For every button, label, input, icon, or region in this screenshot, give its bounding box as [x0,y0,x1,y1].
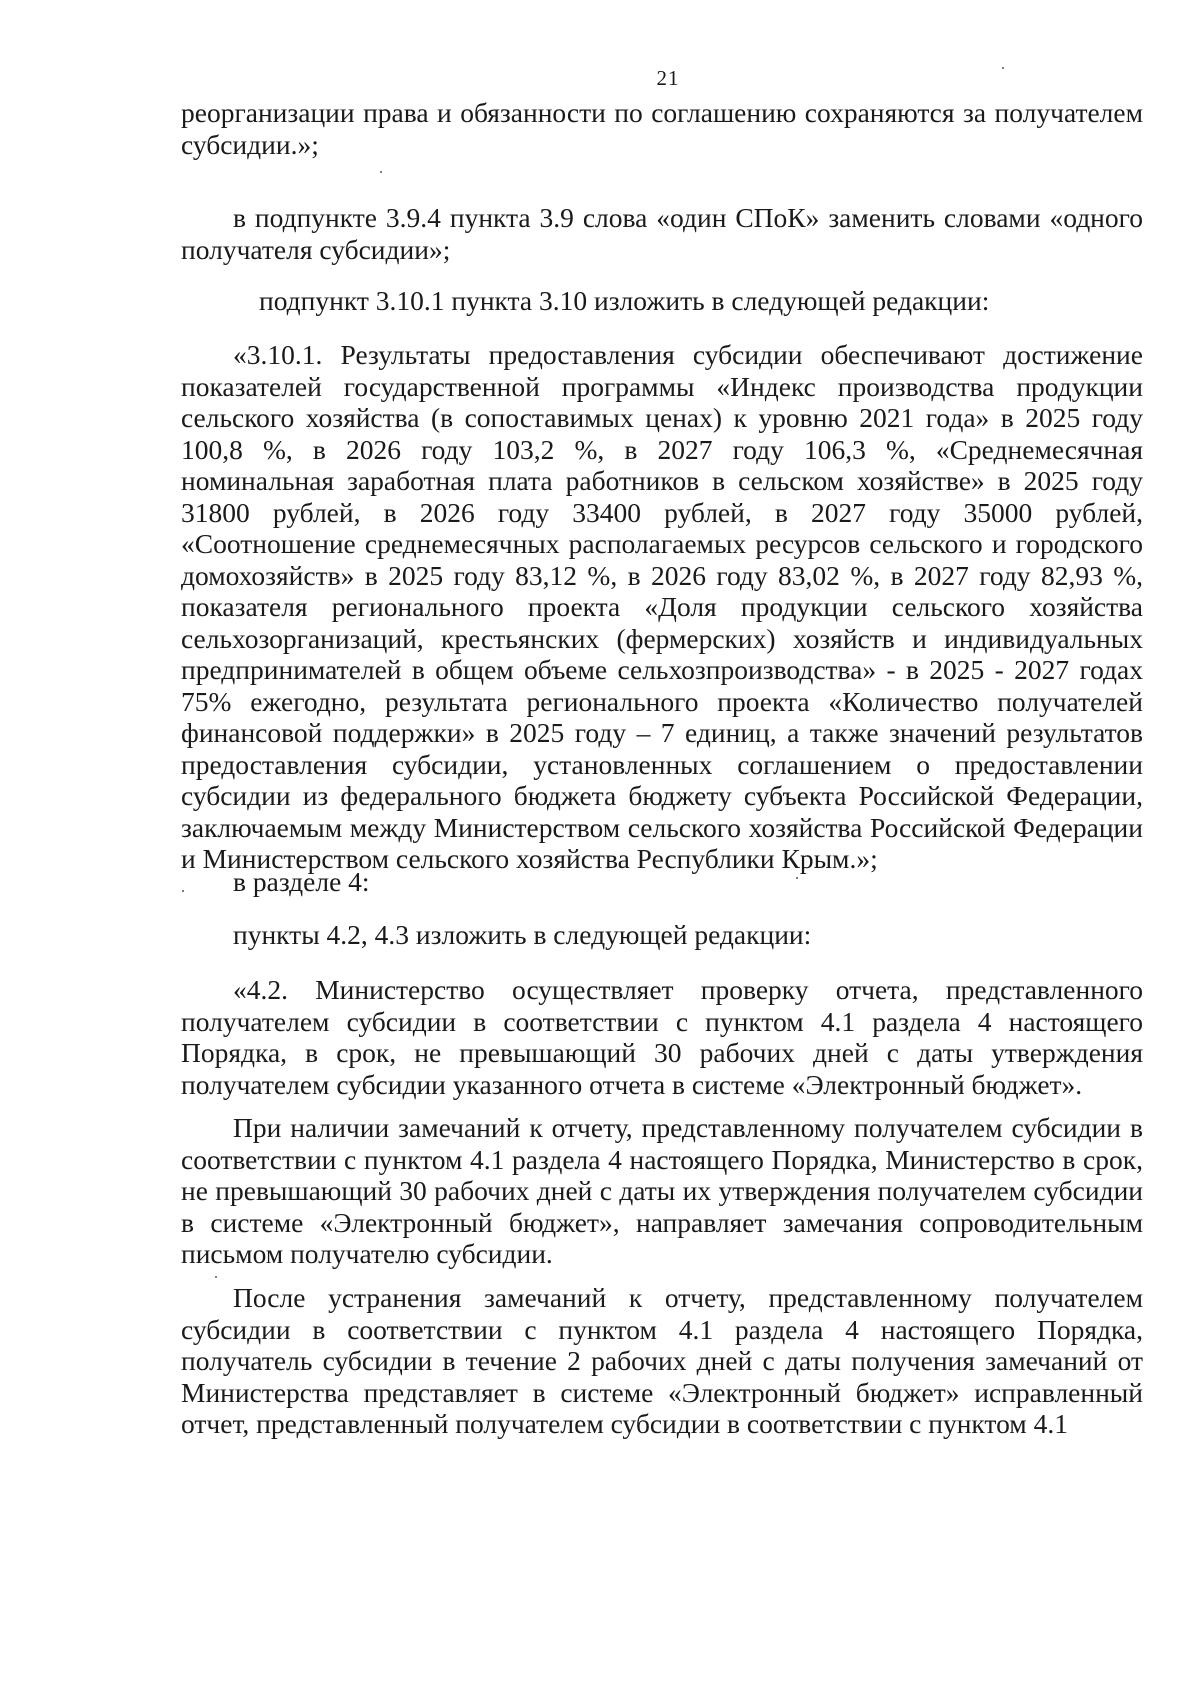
scan-speck [1002,67,1004,69]
scan-speck [215,1276,217,1278]
scan-speck [380,171,382,173]
paragraph-remarks: При наличии замечаний к отчету, представленному получателем субсидии в соответствии с пунктом 4.1 раздела 4 настоящего Порядка, Министерство в срок, не превышающий 30 рабочих дней с даты их утверждения получателем субсидии в системе «Электронный бюджет», направляет замечания сопроводительным письмом получателю субсидии. [181,1112,1143,1269]
paragraph-4-2-verification: «4.2. Министерство осуществляет проверку отчета, представленного получателем субсидии в соответствии с пунктом 4.1 раздела 4 настоящего Порядка, в срок, не превышающий 30 рабочих дней с даты утверждения получателем субсидии указанного отчета в системе «Электронный бюджет». [181,974,1143,1100]
paragraph-subitem-3-9-4: в подпункте 3.9.4 пункта 3.9 слова «один СПоК» заменить словами «одного получателя субсидии»; [181,202,1143,265]
paragraph-after-remarks: После устранения замечаний к отчету, представленному получателем субсидии в соответствии с пунктом 4.1 раздела 4 настоящего Порядка, получатель субсидии в течение 2 рабочих дней с даты получения замечаний от Министерства представляет в системе «Электронный бюджет» исправленный отчет, представленный получателем субсидии в соответствии с пунктом 4.1 [181,1282,1143,1439]
paragraph-subitem-3-10-1-intro: подпункт 3.10.1 пункта 3.10 изложить в следующей редакции: [259,285,990,316]
scan-speck [796,877,798,879]
paragraph-reorganization-continuation: реорганизации права и обязанности по соглашению сохраняются за получателем субсидии.»; [181,97,1143,160]
paragraph-3-10-1-results: «3.10.1. Результаты предоставления субсидии обеспечивают достижение показателей государственной программы «Индекс производства продукции сельского хозяйства (в сопоставимых ценах) к уровню 2021 года» в 2025 году 100,8 %, в 2026 году 103,2 %, в 2027 году 106,3 %, «Среднемесячная номинальная заработная плата работников в сельском хозяйстве» в 2025 году 31800 рублей, в 2026 году 33400 рублей, в 2027 году 35000 рублей, «Соотношение среднемесячных располагаемых ресурсов сельского и городского домохозяйств» в 2025 году 83,12 %, в 2026 году 83,02 %, в 2027 году 82,93 %, показателя регионального проекта «Доля продукции сельского хозяйства сельхозорганизаций, крестьянских (фермерских) хозяйств и индивидуальных предпринимателей в общем объеме сельхозпроизводства» - в 2025 - 2027 годах 75% ежегодно, результата регионального проекта «Количество получателей финансовой поддержки» в 2025 году – 7 единиц, а также значений результатов предоставления субсидии, установленных соглашением о предоставлении субсидии из федерального бюджета бюджету субъекта Российской Федерации, заключаемым между Министерством сельского хозяйства Российской Федерации и Министерством сельского хозяйства Республики Крым.»; [181,339,1143,874]
scan-speck [182,890,184,892]
paragraph-section-4: в разделе 4: [233,866,370,897]
page-number: 21 [656,66,680,90]
paragraph-items-4-2-4-3-intro: пункты 4.2, 4.3 изложить в следующей редакции: [233,919,812,950]
